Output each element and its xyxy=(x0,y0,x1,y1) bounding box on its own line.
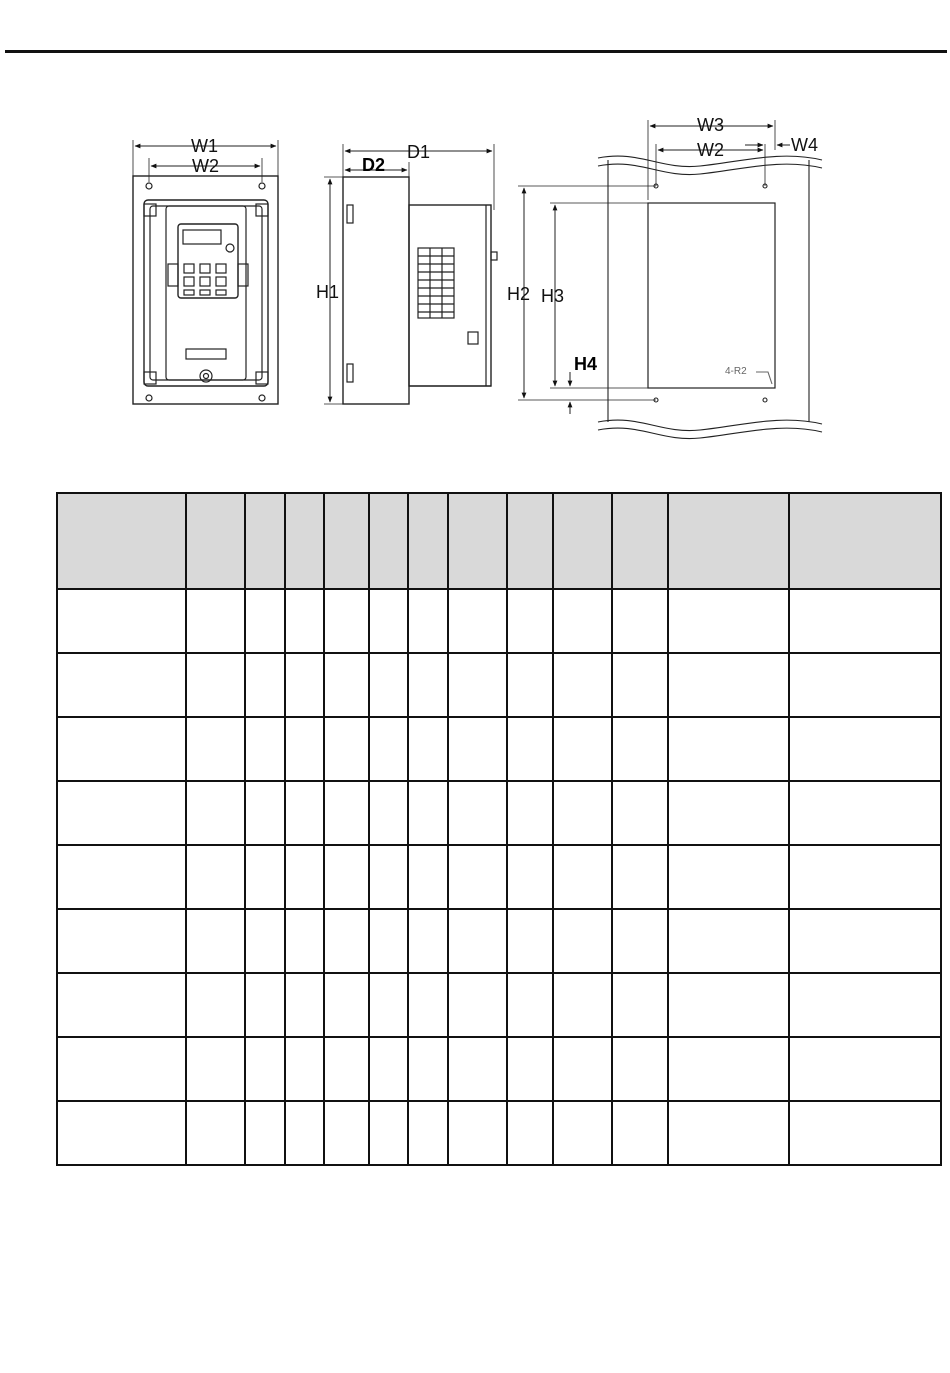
table-cell xyxy=(507,1037,553,1101)
table-cell xyxy=(668,845,789,909)
w2-front-label: W2 xyxy=(192,156,219,176)
table-cell xyxy=(507,717,553,781)
table-row xyxy=(57,973,941,1037)
h2-label: H2 xyxy=(507,284,531,304)
table-cell xyxy=(553,973,612,1037)
w2-mount-label: W2 xyxy=(697,140,724,160)
table-row xyxy=(57,717,941,781)
table-cell xyxy=(448,717,507,781)
header-cell xyxy=(324,493,369,589)
table-cell xyxy=(668,589,789,653)
table-cell xyxy=(612,589,668,653)
table-cell xyxy=(668,973,789,1037)
table-cell xyxy=(285,845,324,909)
table-cell xyxy=(789,909,941,973)
table-cell xyxy=(369,845,408,909)
w4-label: W4 xyxy=(791,135,818,155)
table-cell xyxy=(57,845,186,909)
table-cell xyxy=(324,1037,369,1101)
table-cell xyxy=(668,717,789,781)
table-cell xyxy=(507,973,553,1037)
table-cell xyxy=(186,973,245,1037)
table-cell xyxy=(369,973,408,1037)
table-cell xyxy=(369,717,408,781)
table-cell xyxy=(408,781,448,845)
table-cell xyxy=(553,589,612,653)
table-cell xyxy=(57,973,186,1037)
table-cell xyxy=(245,717,285,781)
table-row xyxy=(57,909,941,973)
header-cell xyxy=(553,493,612,589)
table-cell xyxy=(448,1101,507,1165)
table-cell xyxy=(57,653,186,717)
header-cell xyxy=(668,493,789,589)
table-cell xyxy=(186,653,245,717)
table-cell xyxy=(408,717,448,781)
table-cell xyxy=(186,717,245,781)
table-cell xyxy=(448,781,507,845)
d2-label: D2 xyxy=(362,155,386,175)
d1-label: D1 xyxy=(407,142,431,162)
table-cell xyxy=(448,909,507,973)
table-cell xyxy=(553,1037,612,1101)
side-view xyxy=(324,144,497,404)
dimensions-table xyxy=(56,492,942,1166)
table-cell xyxy=(612,781,668,845)
table-cell xyxy=(408,589,448,653)
h4-label: H4 xyxy=(574,354,598,374)
table-cell xyxy=(369,781,408,845)
table-cell xyxy=(612,717,668,781)
table-row xyxy=(57,1101,941,1165)
table-cell xyxy=(57,1101,186,1165)
table-cell xyxy=(57,589,186,653)
table-cell xyxy=(57,717,186,781)
table-cell xyxy=(324,781,369,845)
header-cell xyxy=(285,493,324,589)
table-cell xyxy=(57,909,186,973)
table-cell xyxy=(612,1037,668,1101)
table-cell xyxy=(612,909,668,973)
table-cell xyxy=(612,973,668,1037)
table-header xyxy=(57,493,941,589)
table-cell xyxy=(285,589,324,653)
table-cell xyxy=(789,1037,941,1101)
table-cell xyxy=(448,1037,507,1101)
table-cell xyxy=(285,973,324,1037)
header-cell xyxy=(57,493,186,589)
table-cell xyxy=(369,589,408,653)
table-cell xyxy=(186,845,245,909)
table-cell xyxy=(553,781,612,845)
table-cell xyxy=(789,653,941,717)
table-cell xyxy=(245,653,285,717)
header-row xyxy=(57,493,941,589)
table-cell xyxy=(245,973,285,1037)
table-cell xyxy=(186,589,245,653)
table-cell xyxy=(324,653,369,717)
table-cell xyxy=(324,845,369,909)
header-cell xyxy=(186,493,245,589)
table-cell xyxy=(507,845,553,909)
table-cell xyxy=(408,973,448,1037)
dimension-drawing xyxy=(0,0,950,460)
table-cell xyxy=(612,1101,668,1165)
table-cell xyxy=(668,781,789,845)
table-cell xyxy=(448,845,507,909)
table-cell xyxy=(507,781,553,845)
table-cell xyxy=(612,653,668,717)
table-cell xyxy=(448,653,507,717)
table-cell xyxy=(408,1101,448,1165)
table-cell xyxy=(57,1037,186,1101)
table-cell xyxy=(408,1037,448,1101)
table-cell xyxy=(285,1037,324,1101)
header-cell xyxy=(245,493,285,589)
header-cell xyxy=(369,493,408,589)
w1-label: W1 xyxy=(191,136,218,156)
table-cell xyxy=(369,1037,408,1101)
table-cell xyxy=(245,1037,285,1101)
header-cell xyxy=(448,493,507,589)
table-cell xyxy=(789,717,941,781)
table-cell xyxy=(369,653,408,717)
table-cell xyxy=(369,1101,408,1165)
table-cell xyxy=(612,845,668,909)
hole-note: 4-R2 xyxy=(725,366,747,377)
table-cell xyxy=(507,589,553,653)
table-cell xyxy=(553,909,612,973)
table-cell xyxy=(668,909,789,973)
table-cell xyxy=(553,717,612,781)
table-cell xyxy=(448,589,507,653)
table-cell xyxy=(408,845,448,909)
header-cell xyxy=(408,493,448,589)
table-cell xyxy=(408,653,448,717)
table-cell xyxy=(507,909,553,973)
table-cell xyxy=(789,1101,941,1165)
table-cell xyxy=(668,1101,789,1165)
table-cell xyxy=(186,1101,245,1165)
table-row xyxy=(57,589,941,653)
table-cell xyxy=(369,909,408,973)
table-cell xyxy=(245,589,285,653)
table-cell xyxy=(285,653,324,717)
table-cell xyxy=(324,589,369,653)
header-cell xyxy=(612,493,668,589)
table-row xyxy=(57,845,941,909)
table-cell xyxy=(245,1101,285,1165)
table-cell xyxy=(448,973,507,1037)
table-cell xyxy=(507,1101,553,1165)
table-body xyxy=(57,589,941,1165)
table-cell xyxy=(324,909,369,973)
table-cell xyxy=(285,1101,324,1165)
table-cell xyxy=(186,1037,245,1101)
table-cell xyxy=(668,653,789,717)
table-cell xyxy=(553,1101,612,1165)
header-cell xyxy=(789,493,941,589)
table-cell xyxy=(186,781,245,845)
table-cell xyxy=(57,781,186,845)
h3-label: H3 xyxy=(541,286,565,306)
table-cell xyxy=(285,781,324,845)
table-cell xyxy=(186,909,245,973)
table-cell xyxy=(245,845,285,909)
table-row xyxy=(57,781,941,845)
table-cell xyxy=(324,1101,369,1165)
table-cell xyxy=(553,845,612,909)
table-cell xyxy=(789,973,941,1037)
table-row xyxy=(57,653,941,717)
table-cell xyxy=(245,909,285,973)
table-cell xyxy=(324,973,369,1037)
mounting-view xyxy=(518,120,822,439)
w3-label: W3 xyxy=(697,115,724,135)
table-cell xyxy=(789,845,941,909)
header-cell xyxy=(507,493,553,589)
table-cell xyxy=(789,589,941,653)
table-cell xyxy=(285,717,324,781)
table-cell xyxy=(324,717,369,781)
table-cell xyxy=(245,781,285,845)
table-cell xyxy=(789,781,941,845)
front-view xyxy=(133,140,278,404)
h1-label: H1 xyxy=(316,282,340,302)
table-cell xyxy=(285,909,324,973)
table-cell xyxy=(507,653,553,717)
table-cell xyxy=(408,909,448,973)
table-row xyxy=(57,1037,941,1101)
table-cell xyxy=(553,653,612,717)
table-cell xyxy=(668,1037,789,1101)
